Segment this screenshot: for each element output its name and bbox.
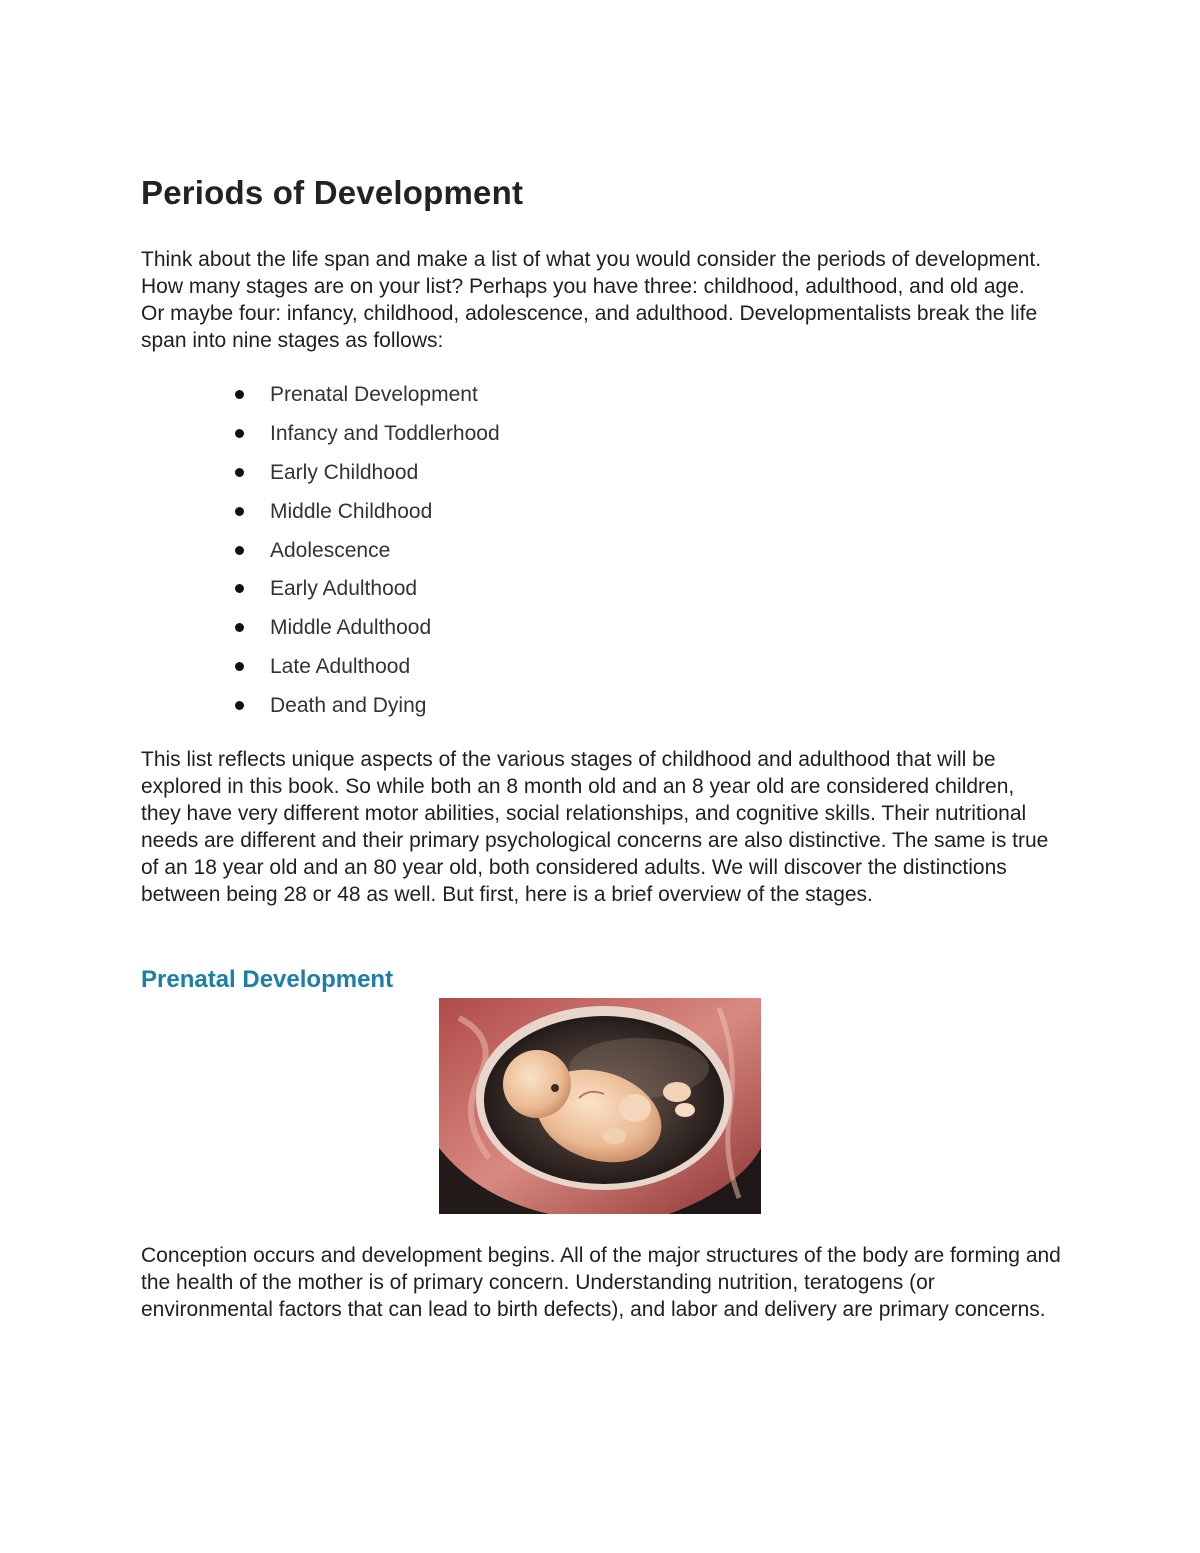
- body-paragraph: This list reflects unique aspects of the various stages of childhood and adulthood that will be explored in this book. So while both an 8 month old and an 8 year old are considered children, they have very different motor abilities, social relationships, and cognitive skills. Their nutritional needs are different and their primary psychological concerns are also distinctive. The same is true of an 18 year old and an 80 year old, both considered adults. We will discover the distinctions between being 28 or 48 as well. But first, here is a brief overview of the stages.: [141, 748, 1049, 906]
- bullet-icon: [235, 546, 244, 555]
- bullet-icon: [235, 507, 244, 516]
- list-item: Late Adulthood: [141, 652, 500, 691]
- list-item: Middle Childhood: [141, 497, 500, 536]
- bullet-icon: [235, 701, 244, 710]
- stages-list: [141, 380, 500, 730]
- bullet-icon: [235, 584, 244, 593]
- intro-paragraph: Think about the life span and make a list of what you would consider the periods of development. How many stages are on your list? Perhaps you have three: childhood, adulthood, and old age. Or maybe four: infancy, childhood, adolescence, and adulthood. Developmentalists break the life span into nine stages as follows:: [141, 248, 1042, 352]
- bullet-icon: [235, 390, 244, 399]
- list-item: Death and Dying: [141, 691, 500, 730]
- bullet-icon: [235, 662, 244, 671]
- bullet-icon: [235, 429, 244, 438]
- section-heading: Prenatal Development: [141, 966, 394, 993]
- list-item: Early Childhood: [141, 458, 500, 497]
- list-item: Infancy and Toddlerhood: [141, 419, 500, 458]
- bullet-icon: [235, 623, 244, 632]
- list-item: Middle Adulthood: [141, 613, 500, 652]
- page-title: Periods of Development: [141, 174, 524, 211]
- body-paragraph: Conception occurs and development begins. All of the major structures of the body are forming and the health of the mother is of primary concern. Understanding nutrition, teratogens (or environmental factors that can lead to birth defects), and labor and delivery are primary concerns.: [141, 1244, 1061, 1321]
- list-item: Prenatal Development: [141, 380, 500, 419]
- list-item: Early Adulthood: [141, 574, 500, 613]
- embryo-photo: [439, 998, 761, 1214]
- list-item: Adolescence: [141, 536, 500, 575]
- bullet-icon: [235, 468, 244, 477]
